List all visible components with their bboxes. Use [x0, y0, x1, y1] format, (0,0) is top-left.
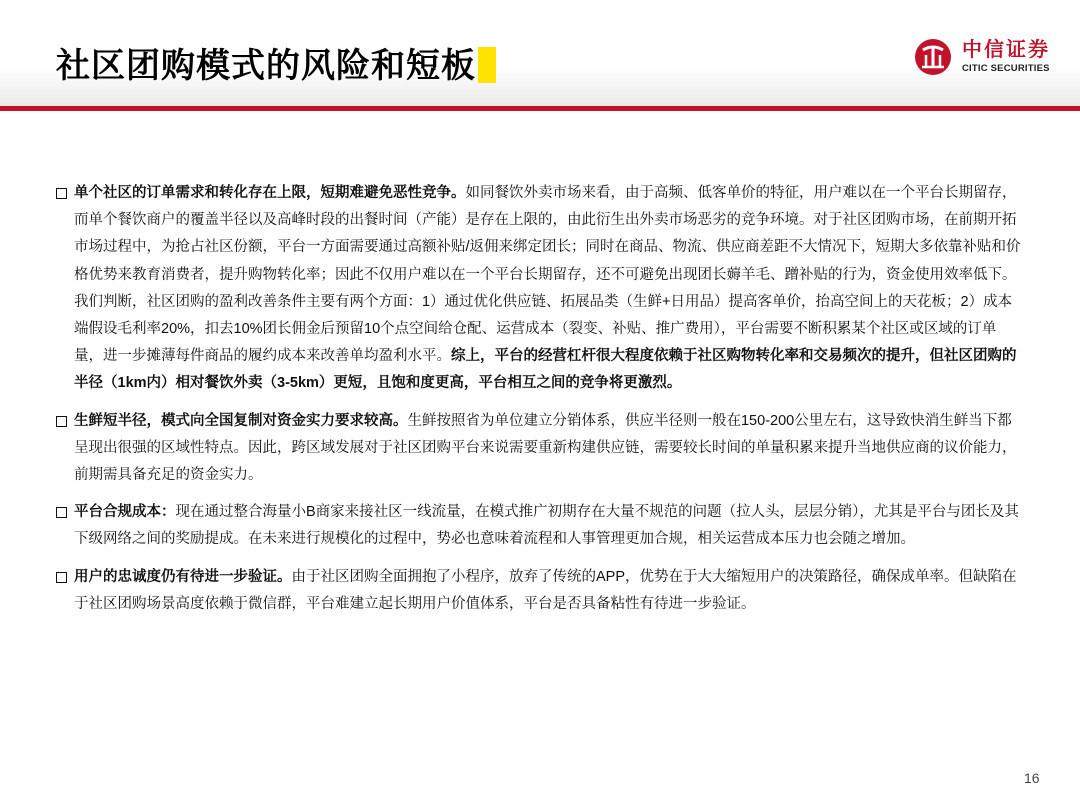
checkbox-bullet-icon: [56, 188, 67, 199]
bullet-item-order-limit: [56, 180, 1024, 398]
bullet-lead: 生鲜短半径，模式向全国复制对资金实力要求较高。: [74, 412, 408, 429]
bullet-list: [56, 180, 1024, 628]
bullet-body: 现在通过整合海量小B商家来接社区一线流量，在模式推广初期存在大量不规范的问题（拉人头，层层分销），尤其是平台与团长及其下级网络之间的奖励提成。在未来进行规模化的过程中，势必也意味着流程和人事管理更加合规，相关运营成本压力也会随之增加。: [74, 504, 1019, 548]
bullet-body: 如同餐饮外卖市场来看，由于高频、低客单价的特征，用户难以在一个平台长期留存，而单个餐饮商户的覆盖半径以及高峰时段的出餐时间（产能）是存在上限的，由此衍生出外卖市场恶劣的竞争环境。对于社区团购市场，在前期开拓市场过程中，为抢占社区份额，平台一方面需要通过高额补贴/返佣来绑定团长；同时在商品、物流、供应商差距不大情况下，短期大多依靠补贴和价格优势来教育消费者，提升购物转化率；因此不仅用户难以在一个平台长期留存，还不可避免出现团长薅羊毛、蹭补贴的行为，资金使用效率低下。我们判断，社区团购的盈利改善条件主要有两个方面：1）通过优化供应链、拓展品类（生鲜+日用品）提高客单价，抬高空间上的天花板；2）成本端假设毛利率20%，扣去10%团长佣金后预留10个点空间给仓配、运营成本（裂变、补贴、推广费用），平台需要不断积累某个社区或区域的订单量，进一步摊薄每件商品的履约成本来改善单均盈利水平。: [74, 185, 1021, 365]
bullet-item-user-loyalty: [56, 564, 1024, 618]
logo-chinese-text: 中信证券: [962, 39, 1050, 61]
checkbox-bullet-icon: [56, 416, 67, 427]
checkbox-bullet-icon: [56, 572, 67, 583]
page-title: 社区团购模式的风险和短板: [56, 42, 496, 90]
bullet-conclusion: 综上，平台的经营杠杆很大程度依赖于社区购物转化率和交易频次的提升，但社区团购的半径（1km内）相对餐饮外卖（3-5km）更短，且饱和度更高，平台相互之间的竞争将更激烈。: [74, 348, 1017, 392]
header-divider: [0, 106, 1080, 111]
bullet-item-fresh-radius: [56, 408, 1024, 490]
bullet-item-compliance-cost: [56, 499, 1024, 553]
bullet-body: 由于社区团购全面拥抱了小程序，放弃了传统的APP，优势在于大大缩短用户的决策路径，确保成单率。但缺陷在于社区团购场景高度依赖于微信群，平台难建立起长期用户价值体系，平台是否具备粘性有待进一步验证。: [74, 568, 1017, 612]
slide-header: [0, 0, 1080, 110]
page-number: 16: [1024, 770, 1040, 786]
bullet-lead: 单个社区的订单需求和转化存在上限，短期难避免恶性竞争。: [74, 185, 466, 201]
citic-logo-icon: [914, 38, 952, 76]
bullet-lead: 用户的忠诚度仍有待进一步验证。: [74, 568, 292, 585]
bullet-lead: 平台合规成本：: [74, 504, 176, 521]
citic-logo: [914, 38, 1064, 78]
logo-english-text: CITIC SECURITIES: [962, 63, 1050, 74]
title-accent-bar: [478, 47, 496, 83]
checkbox-bullet-icon: [56, 507, 67, 518]
bullet-body: 生鲜按照省为单位建立分销体系，供应半径则一般在150-200公里左右，这导致快消生鲜当下都呈现出很强的区域性特点。因此，跨区域发展对于社区团购平台来说需要重新构建供应链，需要较长时间的单量积累来提升当地供应商的议价能力，前期需具备充足的资金实力。: [74, 412, 1017, 484]
